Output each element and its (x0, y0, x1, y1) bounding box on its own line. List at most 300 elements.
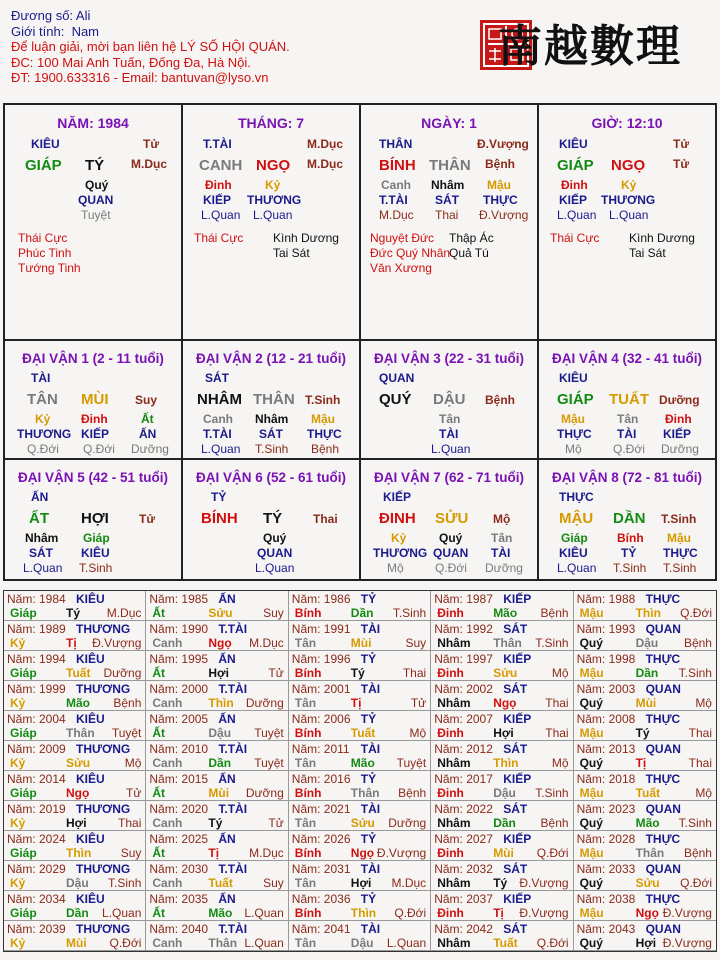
year-branch: Mão (350, 756, 375, 770)
year-branch: Ngọ (208, 636, 232, 650)
year-stem: Giáp (10, 606, 37, 620)
year-stem: Kỷ (10, 636, 26, 650)
year-branch: Tý (635, 726, 650, 740)
year-label: Năm: (291, 772, 321, 786)
pillar-item: M.Dục (379, 208, 414, 222)
dai-van-item: Canh (203, 412, 233, 426)
year-label: Năm: (434, 682, 463, 696)
year-branch: Mùi (350, 636, 372, 650)
year-number: 1990 (181, 622, 209, 636)
dai-van-item: THỰC (307, 427, 342, 441)
year-number: 2023 (608, 802, 636, 816)
year-number: 1995 (181, 652, 209, 666)
year-cell (289, 801, 431, 831)
year-cell (289, 831, 431, 861)
year-cell (4, 861, 146, 891)
pillar-item: T.TÀI (203, 137, 232, 151)
year-label: Năm: (149, 922, 179, 936)
year-branch: Mão (493, 606, 518, 620)
dai-van-item: Q.Đới (435, 561, 467, 575)
year-cell (4, 741, 146, 771)
dai-van-item: NHÂM (197, 391, 242, 408)
year-number: 2042 (466, 922, 493, 936)
year-cell (289, 681, 431, 711)
year-cell (431, 921, 573, 951)
pillar-item: Nhâm (431, 178, 465, 192)
pillar-item: M.Dục (131, 157, 167, 171)
year-branch: Tý (493, 876, 508, 890)
year-label: Năm: (434, 772, 463, 786)
year-phase: M.Dục (249, 636, 284, 650)
year-phase: Bệnh (540, 816, 569, 830)
dai-van-cell (539, 460, 715, 579)
pillar-item: Đinh (205, 178, 232, 192)
year-stem: Quý (579, 696, 603, 710)
year-phase: Q.Đới (109, 936, 142, 950)
dai-van-item: Mộ (493, 512, 511, 526)
year-cell (289, 861, 431, 891)
pillar-item: QUAN (78, 193, 114, 207)
year-cell (431, 801, 573, 831)
dai-van-item: GIÁP (557, 391, 594, 408)
year-god: SÁT (503, 862, 528, 876)
year-phase: M.Dục (249, 846, 284, 860)
year-label: Năm: (291, 622, 321, 636)
year-god: TỶ (360, 652, 377, 666)
pillar-item: GIÁP (557, 157, 594, 174)
dai-van-cell (5, 341, 183, 460)
year-number: 1994 (39, 652, 66, 666)
dai-van-cell (361, 341, 539, 460)
year-label: Năm: (291, 592, 321, 606)
year-phase: Tử (126, 786, 142, 800)
dai-van-item: Quý (263, 531, 287, 545)
year-phase: Dưỡng (245, 786, 284, 800)
year-god: THƯƠNG (76, 742, 131, 756)
brand-logo (478, 8, 710, 74)
year-number: 1984 (39, 592, 66, 606)
dai-van-item: Ất (141, 412, 154, 426)
year-phase: Thai (688, 756, 712, 770)
year-stem: Giáp (10, 846, 37, 860)
year-god: SÁT (503, 922, 528, 936)
dai-van-item: SÁT (259, 427, 283, 441)
year-god: THỰC (645, 832, 681, 846)
year-phase: Dưỡng (245, 696, 284, 710)
dai-van-item: QUAN (433, 546, 469, 560)
dai-van-item: TÀI (491, 546, 511, 560)
year-label: Năm: (434, 922, 463, 936)
pillar-cell (183, 105, 361, 341)
dai-van-item: Tân (439, 412, 461, 426)
year-label: Năm: (434, 892, 463, 906)
pillar-item: Tử (673, 157, 690, 171)
year-branch: Tuất (350, 726, 376, 740)
year-phase: L.Quan (244, 936, 284, 950)
year-phase: Q.Đới (394, 906, 427, 920)
year-god: THƯƠNG (76, 622, 131, 636)
year-stem: Kỷ (10, 696, 26, 710)
year-stem: Nhâm (437, 876, 471, 890)
year-stem: Giáp (10, 666, 37, 680)
year-god: TÀI (360, 742, 381, 756)
year-number: 2015 (181, 772, 209, 786)
year-cell (146, 681, 288, 711)
year-label: Năm: (576, 622, 606, 636)
year-cell (574, 681, 716, 711)
year-phase: Tử (268, 666, 284, 680)
year-phase: Đ.Vượng (376, 846, 427, 860)
year-god: ẤN (218, 832, 236, 846)
pillar-item: Kình Dương (273, 231, 339, 245)
year-god: KIÊU (76, 712, 105, 726)
year-cell (431, 861, 573, 891)
year-phase: Dưỡng (388, 816, 427, 830)
year-god: TỶ (360, 772, 377, 786)
year-stem: Canh (152, 636, 183, 650)
dai-van-item: TÝ (263, 510, 283, 527)
year-cell (574, 891, 716, 921)
year-branch: Sửu (635, 876, 660, 890)
year-phase: Tuyệt (254, 726, 284, 740)
dai-van-item: T.Sinh (255, 442, 289, 456)
dai-van-item: T.Sinh (79, 561, 113, 575)
dai-van-item: L.Quan (23, 561, 63, 575)
pillar-item: Kỷ (621, 178, 637, 192)
year-branch: Tý (66, 606, 81, 620)
pillar-item: Canh (381, 178, 411, 192)
pillar-item: Nguyệt Đức (370, 231, 435, 245)
year-number: 2001 (323, 682, 351, 696)
dai-van-item: TÂN (27, 391, 58, 408)
year-number: 2007 (466, 712, 493, 726)
year-number: 2032 (466, 862, 493, 876)
year-number: 2016 (323, 772, 351, 786)
year-phase: Mộ (695, 786, 712, 800)
dai-van-item: SÁT (205, 371, 229, 385)
dai-van-item: QUAN (379, 371, 415, 385)
year-phase: Bệnh (683, 636, 712, 650)
year-branch: Hợi (635, 936, 657, 950)
year-branch: Tị (66, 636, 77, 650)
year-phase: Suy (263, 606, 284, 620)
year-number: 2002 (466, 682, 493, 696)
pillar-item: BÍNH (379, 157, 416, 174)
year-label: Năm: (434, 712, 463, 726)
year-number: 1985 (181, 592, 209, 606)
year-number: 1988 (608, 592, 636, 606)
year-cell (289, 651, 431, 681)
year-label: Năm: (149, 862, 179, 876)
year-phase: Tử (268, 816, 284, 830)
year-branch: Thân (635, 846, 665, 860)
pillar-item: M.Dục (307, 137, 343, 151)
year-cell (574, 711, 716, 741)
year-phase: Q.Đới (536, 936, 569, 950)
year-number: 1989 (39, 622, 66, 636)
year-god: THỰC (645, 592, 681, 606)
year-cell (146, 741, 288, 771)
year-label: Năm: (434, 802, 463, 816)
year-stem: Quý (579, 636, 603, 650)
year-number: 2022 (466, 802, 493, 816)
year-number: 1999 (39, 682, 66, 696)
year-branch: Tý (350, 666, 365, 680)
dai-van-item: Nhâm (255, 412, 289, 426)
year-label: Năm: (149, 682, 179, 696)
year-label: Năm: (434, 592, 463, 606)
year-branch: Hợi (350, 876, 372, 890)
year-phase: Bệnh (683, 846, 712, 860)
pillar-item: M.Dục (307, 157, 343, 171)
year-branch: Dần (350, 606, 374, 620)
dai-van-item: Suy (135, 393, 158, 407)
year-label: Năm: (7, 772, 36, 786)
pillar-item: Tuyệt (81, 208, 111, 222)
year-number: 2003 (608, 682, 636, 696)
dai-van-title: ĐẠI VẬN 6 (52 - 61 tuổi) (195, 470, 347, 485)
pillar-item: NGỌ (256, 157, 291, 174)
year-label: Năm: (291, 652, 321, 666)
dai-van-cell (361, 460, 539, 579)
dai-van-item: TUẤT (609, 391, 649, 408)
year-label: Năm: (7, 652, 36, 666)
dai-van-item: Đinh (665, 412, 692, 426)
year-stem: Ất (152, 846, 166, 860)
dai-van-title: ĐẠI VẬN 4 (32 - 41 tuổi) (551, 351, 703, 366)
year-number: 1991 (323, 622, 351, 636)
dai-van-item: KIÊU (81, 546, 110, 560)
dai-van-item: KIÊU (559, 371, 588, 385)
dai-van-item: Mộ (565, 442, 582, 456)
year-phase: Mộ (409, 726, 427, 740)
year-phase: Thai (545, 726, 569, 740)
year-branch: Dậu (635, 636, 659, 650)
year-god: TỶ (360, 712, 377, 726)
year-label: Năm: (434, 862, 463, 876)
pillar-cell (5, 105, 183, 341)
year-label: Năm: (434, 652, 463, 666)
dai-van-cell (183, 460, 361, 579)
year-label: Năm: (576, 652, 606, 666)
year-god: KIÊU (76, 592, 105, 606)
year-god: TỶ (360, 832, 377, 846)
year-number: 1992 (466, 622, 493, 636)
pillar-item: Thái Cực (18, 231, 68, 245)
year-god: SÁT (503, 622, 528, 636)
year-stem: Đinh (437, 906, 464, 920)
year-stem: Canh (152, 816, 183, 830)
year-god: KIÊU (76, 772, 105, 786)
year-stem: Đinh (437, 606, 464, 620)
dai-van-item: THỰC (663, 546, 698, 560)
year-god: QUAN (645, 682, 681, 696)
year-phase: Thai (118, 816, 142, 830)
dai-van-item: Mậu (561, 412, 585, 426)
year-cell (289, 591, 431, 621)
year-cell (4, 801, 146, 831)
dai-van-item: HỢI (81, 510, 109, 527)
year-stem: Nhâm (437, 936, 471, 950)
dai-van-item: TỶ (211, 490, 227, 504)
year-number: 2025 (181, 832, 209, 846)
year-cell (574, 801, 716, 831)
dai-van-cell (539, 341, 715, 460)
year-number: 1986 (323, 592, 351, 606)
year-label: Năm: (291, 922, 321, 936)
year-branch: Ngọ (66, 786, 90, 800)
dai-van-item: Giáp (561, 531, 588, 545)
year-cell (431, 771, 573, 801)
year-stem: Tân (294, 696, 317, 710)
year-phase: M.Dục (391, 876, 427, 890)
year-god: THỰC (645, 652, 681, 666)
year-god: KIẾP (503, 592, 532, 606)
year-branch: Thìn (66, 846, 92, 860)
pillar-item: THƯƠNG (601, 193, 656, 207)
year-branch: Dậu (493, 786, 516, 800)
year-phase: Mộ (695, 696, 712, 710)
year-label: Năm: (7, 802, 36, 816)
year-label: Năm: (149, 832, 179, 846)
year-number: 2031 (323, 862, 351, 876)
year-branch: Tị (208, 846, 220, 860)
pillar-item: Phúc Tinh (18, 246, 72, 260)
year-label: Năm: (434, 832, 463, 846)
pillar-item: NGỌ (611, 157, 646, 174)
year-cell (146, 651, 288, 681)
year-stem: Nhâm (437, 696, 471, 710)
year-stem: Nhâm (437, 816, 471, 830)
year-number: 2004 (39, 712, 66, 726)
dai-van-item: T.Sinh (613, 561, 647, 575)
pillar-item: Đức Quý Nhân (370, 246, 451, 260)
year-phase: Suy (405, 636, 427, 650)
year-god: SÁT (503, 682, 528, 696)
dai-van-item: Tân (491, 531, 513, 545)
dai-van-item: Kỷ (391, 531, 407, 545)
year-god: TÀI (360, 682, 381, 696)
dai-van-item: MÙI (81, 391, 109, 408)
year-label: Năm: (576, 772, 606, 786)
year-number: 2043 (608, 922, 636, 936)
year-phase: Dưỡng (103, 666, 142, 680)
dai-van-item: L.Quan (255, 561, 295, 575)
year-cell (431, 681, 573, 711)
year-label: Năm: (7, 862, 36, 876)
year-cell (431, 711, 573, 741)
year-god: KIẾP (503, 772, 532, 786)
dai-van-item: TÀI (617, 427, 637, 441)
year-phase: Bệnh (113, 696, 142, 710)
year-god: THƯƠNG (76, 802, 131, 816)
year-cell (146, 801, 288, 831)
pillar-item: KIÊU (31, 137, 60, 151)
year-god: ẤN (218, 892, 236, 906)
year-god: T.TÀI (218, 862, 248, 876)
dai-van-item: Thai (313, 512, 338, 526)
year-stem: Tân (294, 816, 317, 830)
dai-van-item: DẬU (433, 391, 466, 408)
year-branch: Dậu (350, 936, 374, 950)
dai-van-item: KIẾP (383, 490, 412, 504)
year-branch: Tuất (635, 786, 661, 800)
pillar-item: Đinh (561, 178, 588, 192)
year-branch: Thân (208, 936, 238, 950)
year-number: 2006 (323, 712, 351, 726)
year-god: T.TÀI (218, 742, 248, 756)
year-branch: Hợi (208, 666, 229, 680)
year-phase: Đ.Vượng (662, 906, 712, 920)
year-stem: Canh (152, 936, 183, 950)
year-stem: Bính (294, 666, 322, 680)
year-label: Năm: (149, 802, 179, 816)
year-number: 2038 (608, 892, 636, 906)
year-stem: Đinh (437, 846, 464, 860)
year-branch: Ngọ (493, 696, 517, 710)
pillar-item: Tử (143, 137, 160, 151)
dai-van-item: T.Sinh (305, 393, 341, 407)
dai-van-item: ĐINH (379, 510, 416, 527)
year-stem: Kỷ (10, 876, 26, 890)
year-branch: Sửu (350, 816, 375, 830)
year-label: Năm: (7, 622, 36, 636)
year-stem: Quý (579, 936, 603, 950)
year-number: 2024 (39, 832, 66, 846)
year-label: Năm: (291, 742, 321, 756)
dai-van-item: KIẾP (81, 427, 110, 441)
pillar-item: Tử (673, 137, 690, 151)
year-label: Năm: (576, 592, 606, 606)
year-cell (574, 621, 716, 651)
dai-van-item: ẤT (29, 510, 49, 527)
pillar-item: L.Quan (201, 208, 241, 222)
year-phase: T.Sinh (108, 876, 142, 890)
year-branch: Tuất (493, 936, 518, 950)
year-label: Năm: (576, 862, 606, 876)
year-cell (289, 921, 431, 951)
year-number: 1993 (608, 622, 636, 636)
dai-van-grid (3, 341, 717, 581)
year-label: Năm: (149, 892, 179, 906)
year-cell (146, 921, 288, 951)
year-stem: Ất (152, 786, 166, 800)
year-number: 2037 (466, 892, 493, 906)
year-cell (289, 891, 431, 921)
year-branch: Tuất (66, 666, 91, 680)
year-god: THỰC (645, 772, 681, 786)
year-label: Năm: (576, 892, 606, 906)
year-number: 2017 (466, 772, 493, 786)
year-stem: Canh (152, 876, 183, 890)
year-label: Năm: (291, 862, 321, 876)
dai-van-item: Mậu (311, 412, 335, 426)
pillar-item: Đ.Vượng (477, 137, 529, 151)
year-label: Năm: (434, 742, 463, 756)
pillar-item: Kỷ (265, 178, 281, 192)
year-stem: Quý (579, 816, 603, 830)
year-number: 1996 (323, 652, 351, 666)
year-god: KIẾP (503, 832, 532, 846)
year-stem: Ất (152, 726, 166, 740)
year-branch: Sửu (208, 606, 233, 620)
pillar-item: L.Quan (557, 208, 597, 222)
pillar-title: GIỜ: 12:10 (591, 115, 663, 131)
dai-van-item: Giáp (83, 531, 110, 545)
owner-line: Đương số: Ali (11, 8, 91, 23)
year-stem: Đinh (437, 666, 464, 680)
year-label: Năm: (576, 742, 606, 756)
